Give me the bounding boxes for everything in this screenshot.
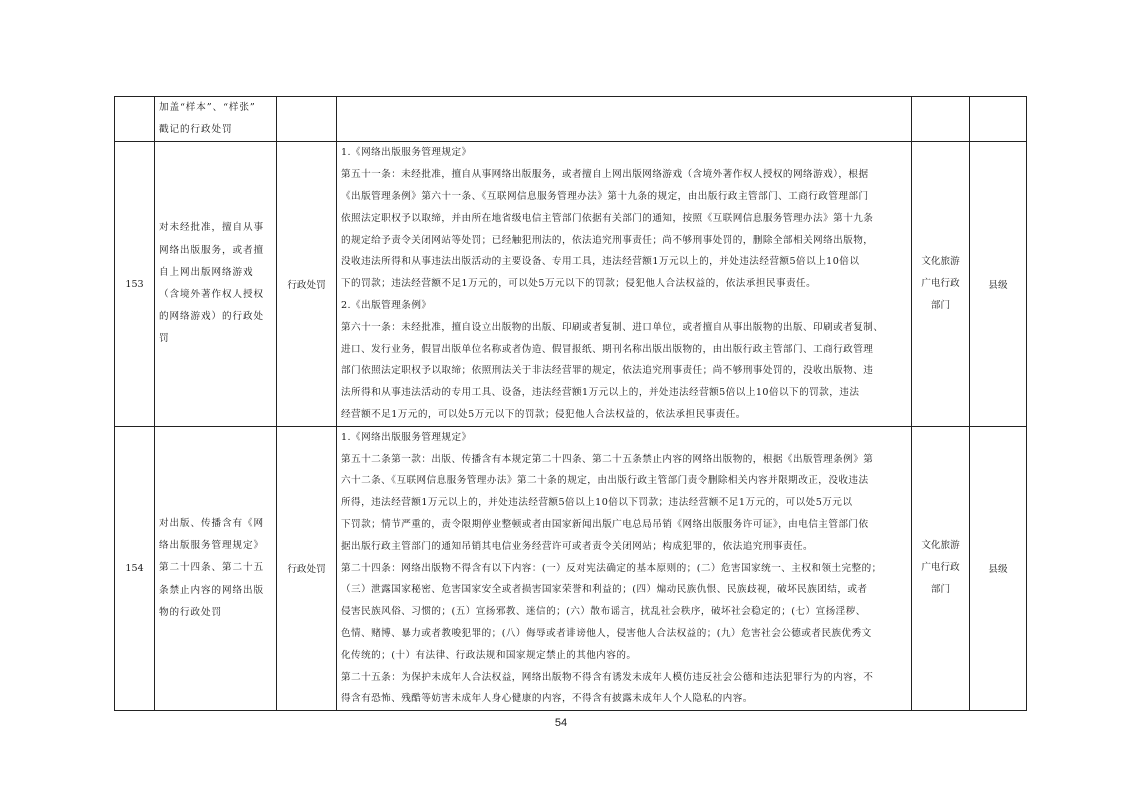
basis-line: 没收违法所得和从事违法出版活动的主要设备、专用工具，违法经营额1万元以上的，并处违法经营额5倍以上10倍以: [341, 256, 860, 268]
basis-line: 法所得和从事违法活动的专用工具、设备，违法经营额1万元以上的，并处违法经营额5倍以上10倍以下的罚款，违法: [341, 387, 860, 399]
legal-basis-cell: [337, 426, 912, 710]
department-line: 广电行政: [921, 562, 960, 574]
item-name-line: （含境外著作权人授权: [159, 289, 264, 301]
basis-line: 下的罚款；违法经营额不足1万元的，可以处5万元以下的罚款；侵犯他人合法权益的，依法承担民事责任。: [341, 278, 817, 290]
department-cell: [912, 426, 970, 710]
basis-line: 第五十一条：未经批准，擅自从事网络出版服务，或者擅自上网出版网络游戏（含境外著作权人授权的网络游戏），根据: [341, 169, 869, 181]
item-name-line: 的网络游戏）的行政处: [159, 311, 264, 323]
item-name-line: 络出版服务管理规定》: [159, 540, 264, 552]
basis-line: 色情、赌博、暴力或者教唆犯罪的；(八）侮辱或者诽谤他人，侵害他人合法权益的；(九）危害社会公德或者民族优秀文: [341, 627, 872, 639]
item-name-line: 对出版、传播含有《网: [159, 517, 264, 529]
level-cell: [970, 97, 1027, 142]
basis-line: 《出版管理条例》第六十一条、《互联网信息服务管理办法》第十九条的规定，由出版行政主管部门、工商行政管理部门: [341, 191, 869, 202]
item-type-cell: [277, 97, 337, 142]
basis-line: 侵害民族风俗、习惯的；(五）宣扬邪教、迷信的；(六）散布谣言，扰乱社会秩序，破坏社会稳定的；(七）宣扬淫秽、: [341, 606, 866, 618]
item-name-line: 物的行政处罚: [159, 606, 222, 618]
item-name-line: 自上网出版网络游戏: [159, 266, 254, 278]
basis-line: 第五十二条第一款：出版、传播含有本规定第二十四条、第二十五条禁止内容的网络出版物的，根据《出版管理条例》第: [341, 453, 874, 465]
item-name-line: 网络出版服务，或者擅: [159, 244, 264, 256]
basis-line: 依照法定职权予以取缔，并由所在地省级电信主管部门依据有关部门的通知，按照《互联网信息服务管理办法》第十九条: [341, 212, 874, 224]
basis-line: 第二十四条：网络出版物不得含有以下内容：(一）反对宪法确定的基本原则的；(二）危害国家统一、主权和领土完整的；: [341, 562, 882, 574]
basis-line: 第二十五条：为保护未成年人合法权益，网络出版物不得含有诱发未成年人模仿违反社会公德和违法犯罪行为的内容，不: [341, 671, 874, 683]
basis-line: 下罚款；情节严重的，责令限期停业整顿或者由国家新闻出版广电总局吊销《网络出版服务许可证》，由电信主管部门依: [341, 518, 869, 530]
basis-line: 部门依照法定职权予以取缔；依照刑法关于非法经营罪的规定，依法追究刑事责任；尚不够刑事处罚的，没收出版物、违: [341, 365, 874, 377]
item-number-cell: [115, 97, 155, 142]
department-line: 广电行政: [921, 278, 960, 290]
legal-basis-cell: [337, 97, 912, 142]
basis-line: 经营额不足1万元的，可以处5万元以下的罚款；侵犯他人合法权益的，依法承担民事责任。: [341, 408, 746, 420]
basis-line: 1.《网络出版服务管理规定》: [341, 147, 472, 159]
item-name-line: 条禁止内容的网络出版: [159, 584, 264, 596]
department-line: 文化旅游: [921, 256, 960, 268]
basis-line: 得含有恐怖、残酷等妨害未成年人身心健康的内容，不得含有披露未成年人个人隐私的内容。: [341, 693, 753, 705]
item-name-cell: [155, 97, 277, 142]
item-name-line: 罚: [159, 333, 170, 345]
department-line: 文化旅游: [921, 540, 960, 552]
department-cell: [912, 142, 970, 426]
legal-basis-cell: [337, 142, 912, 426]
punishment-table: [114, 96, 1027, 711]
basis-line: 第六十一条：未经批准，擅自设立出版物的出版、印刷或者复制、进口单位，或者擅自从事出版物的出版、印刷或者复制、: [341, 321, 884, 333]
item-name-cell: [155, 142, 277, 426]
item-name-line: 对未经批准，擅自从事: [159, 222, 264, 234]
basis-line: 的规定给予责令关闭网站等处罚；已经触犯刑法的，依法追究刑事责任；尚不够刑事处罚的，删除全部相关网络出版物，: [341, 234, 874, 246]
basis-line: 所得，违法经营额1万元以上的，并处违法经营额5倍以上10倍以下罚款；违法经营额不足1万元的，可以处5万元以: [341, 497, 853, 509]
basis-line: （三）泄露国家秘密、危害国家安全或者损害国家荣誉和利益的；(四）煽动民族仇恨、民族歧视，破坏民族团结，或者: [341, 584, 868, 596]
basis-line: 2.《出版管理条例》: [341, 299, 432, 311]
item-name-line: 戳记的行政处罚: [159, 124, 233, 136]
department-line: 部门: [930, 300, 951, 312]
level: 县级: [970, 426, 1027, 710]
item-type: 行政处罚: [277, 142, 337, 426]
page-number: 54: [554, 717, 568, 729]
item-name-line: 第二十四条、第二十五: [159, 562, 264, 574]
item-name-line: 加盖“样本”、“样张”: [159, 102, 256, 113]
item-number: 154: [115, 426, 155, 710]
basis-line: 进口、发行业务，假冒出版单位名称或者伪造、假冒报纸、期刊名称出版出版物的，由出版行政主管部门、工商行政管理: [341, 343, 874, 355]
table-row-carryover: [115, 97, 1027, 142]
item-name-cell: [155, 426, 277, 710]
department-line: 部门: [930, 584, 951, 596]
basis-line: 六十二条、《互联网信息服务管理办法》第二十条的规定，由出版行政主管部门责令删除相关内容并限期改正，没收违法: [341, 475, 869, 487]
basis-line: 1.《网络出版服务管理规定》: [341, 431, 472, 443]
level: 县级: [970, 142, 1027, 426]
item-number: 153: [115, 142, 155, 426]
table-row-154: [115, 426, 1027, 710]
table-row-153: [115, 142, 1027, 426]
department-cell: [912, 97, 970, 142]
item-type: 行政处罚: [277, 426, 337, 710]
basis-line: 据出版行政主管部门的通知吊销其电信业务经营许可或者责令关闭网站；构成犯罪的，依法追究刑事责任。: [341, 540, 814, 552]
basis-line: 化传统的；(十）有法律、行政法规和国家规定禁止的其他内容的。: [341, 649, 637, 661]
